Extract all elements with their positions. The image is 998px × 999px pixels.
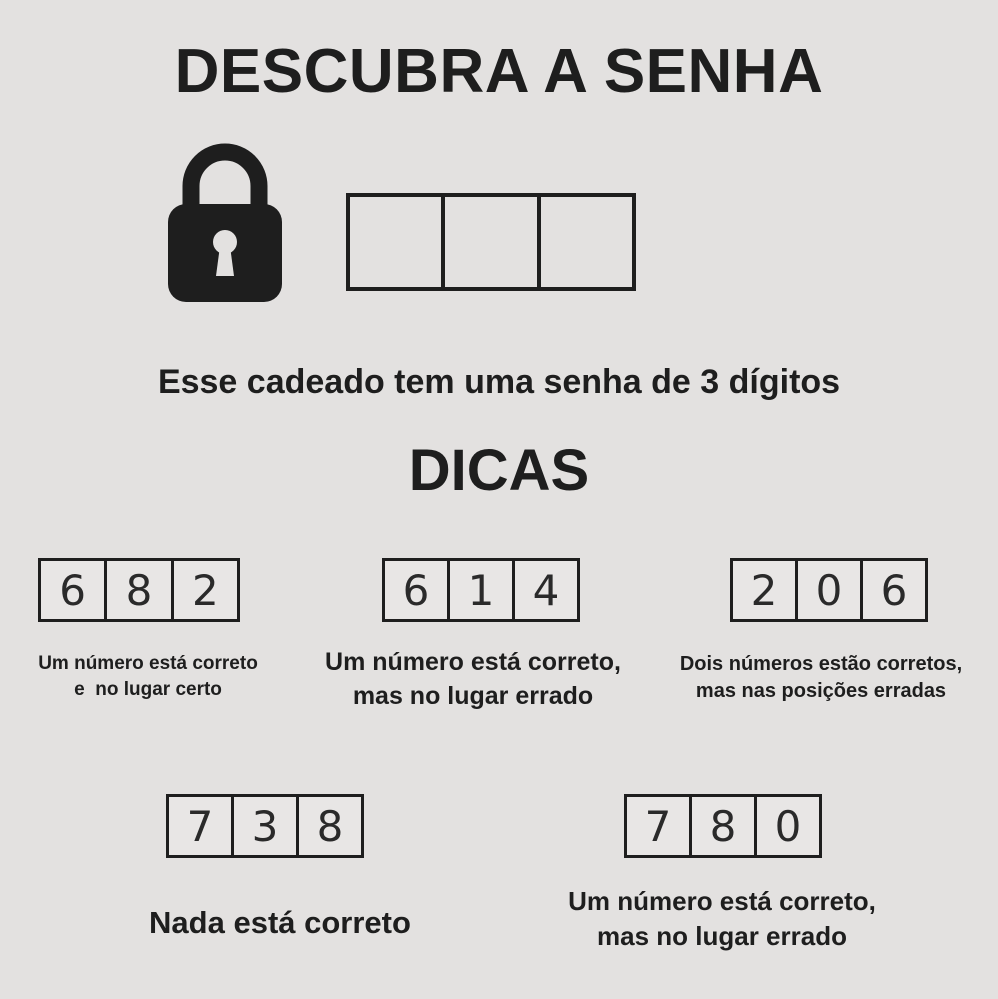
- clue-3-digit-2: 0: [798, 561, 863, 619]
- clue-5-digit-2: 8: [692, 797, 757, 855]
- clue-3-digit-3: 6: [880, 565, 908, 615]
- clue-2-digit-1: 6: [385, 561, 450, 619]
- clue-1-digit-3: 2: [191, 565, 219, 615]
- clue-3-digit-1: 2: [733, 561, 798, 619]
- padlock-icon: [166, 138, 284, 303]
- puzzle-subtitle: Esse cadeado tem uma senha de 3 dígitos: [157, 363, 841, 401]
- clue-4-digit-3: 8: [316, 801, 344, 851]
- password-slot-3: [541, 197, 632, 287]
- clue-4-digit-2: 3: [234, 797, 299, 855]
- clue-2-line-2: mas no lugar errado: [352, 681, 594, 710]
- clue-3-code: [730, 558, 928, 622]
- clue-3-line-1: Dois números estão corretos,: [679, 653, 963, 675]
- clue-4-code: [166, 794, 364, 858]
- clue-2-code: [382, 558, 580, 622]
- clue-4-digit-1: 7: [169, 797, 234, 855]
- clue-5-line-1: Um número está correto,: [568, 886, 876, 916]
- clue-2-line-1: Um número está correto,: [325, 648, 621, 676]
- clue-5-digit-3: 0: [774, 801, 802, 851]
- clue-5-digit-1: 7: [627, 797, 692, 855]
- clue-1-line-1: Um número está correto: [38, 653, 258, 674]
- password-slot-2: [445, 197, 540, 287]
- clue-5-code: [624, 794, 822, 858]
- clue-2-description: [298, 646, 648, 714]
- clue-1-description: [2, 651, 294, 702]
- clue-1-line-2: e no lugar certo: [74, 678, 222, 700]
- page-title: DESCUBRA A SENHA: [174, 37, 824, 106]
- clue-3-line-2: mas nas posições erradas: [695, 680, 947, 702]
- password-slot-1: [350, 197, 445, 287]
- clue-1-digit-1: 6: [41, 561, 107, 619]
- clue-5-description: [530, 884, 914, 954]
- clue-4-description: [108, 902, 452, 944]
- clue-4-line-1: Nada está correto: [149, 905, 411, 940]
- clue-1-digit-2: 8: [107, 561, 173, 619]
- password-answer-boxes: [346, 193, 636, 291]
- clue-1-code: [38, 558, 240, 622]
- clue-2-digit-2: 1: [450, 561, 515, 619]
- hints-heading: DICAS: [408, 438, 590, 503]
- clue-2-digit-3: 4: [532, 565, 560, 615]
- clue-3-description: [646, 651, 996, 705]
- clue-5-line-2: mas no lugar errado: [597, 921, 847, 952]
